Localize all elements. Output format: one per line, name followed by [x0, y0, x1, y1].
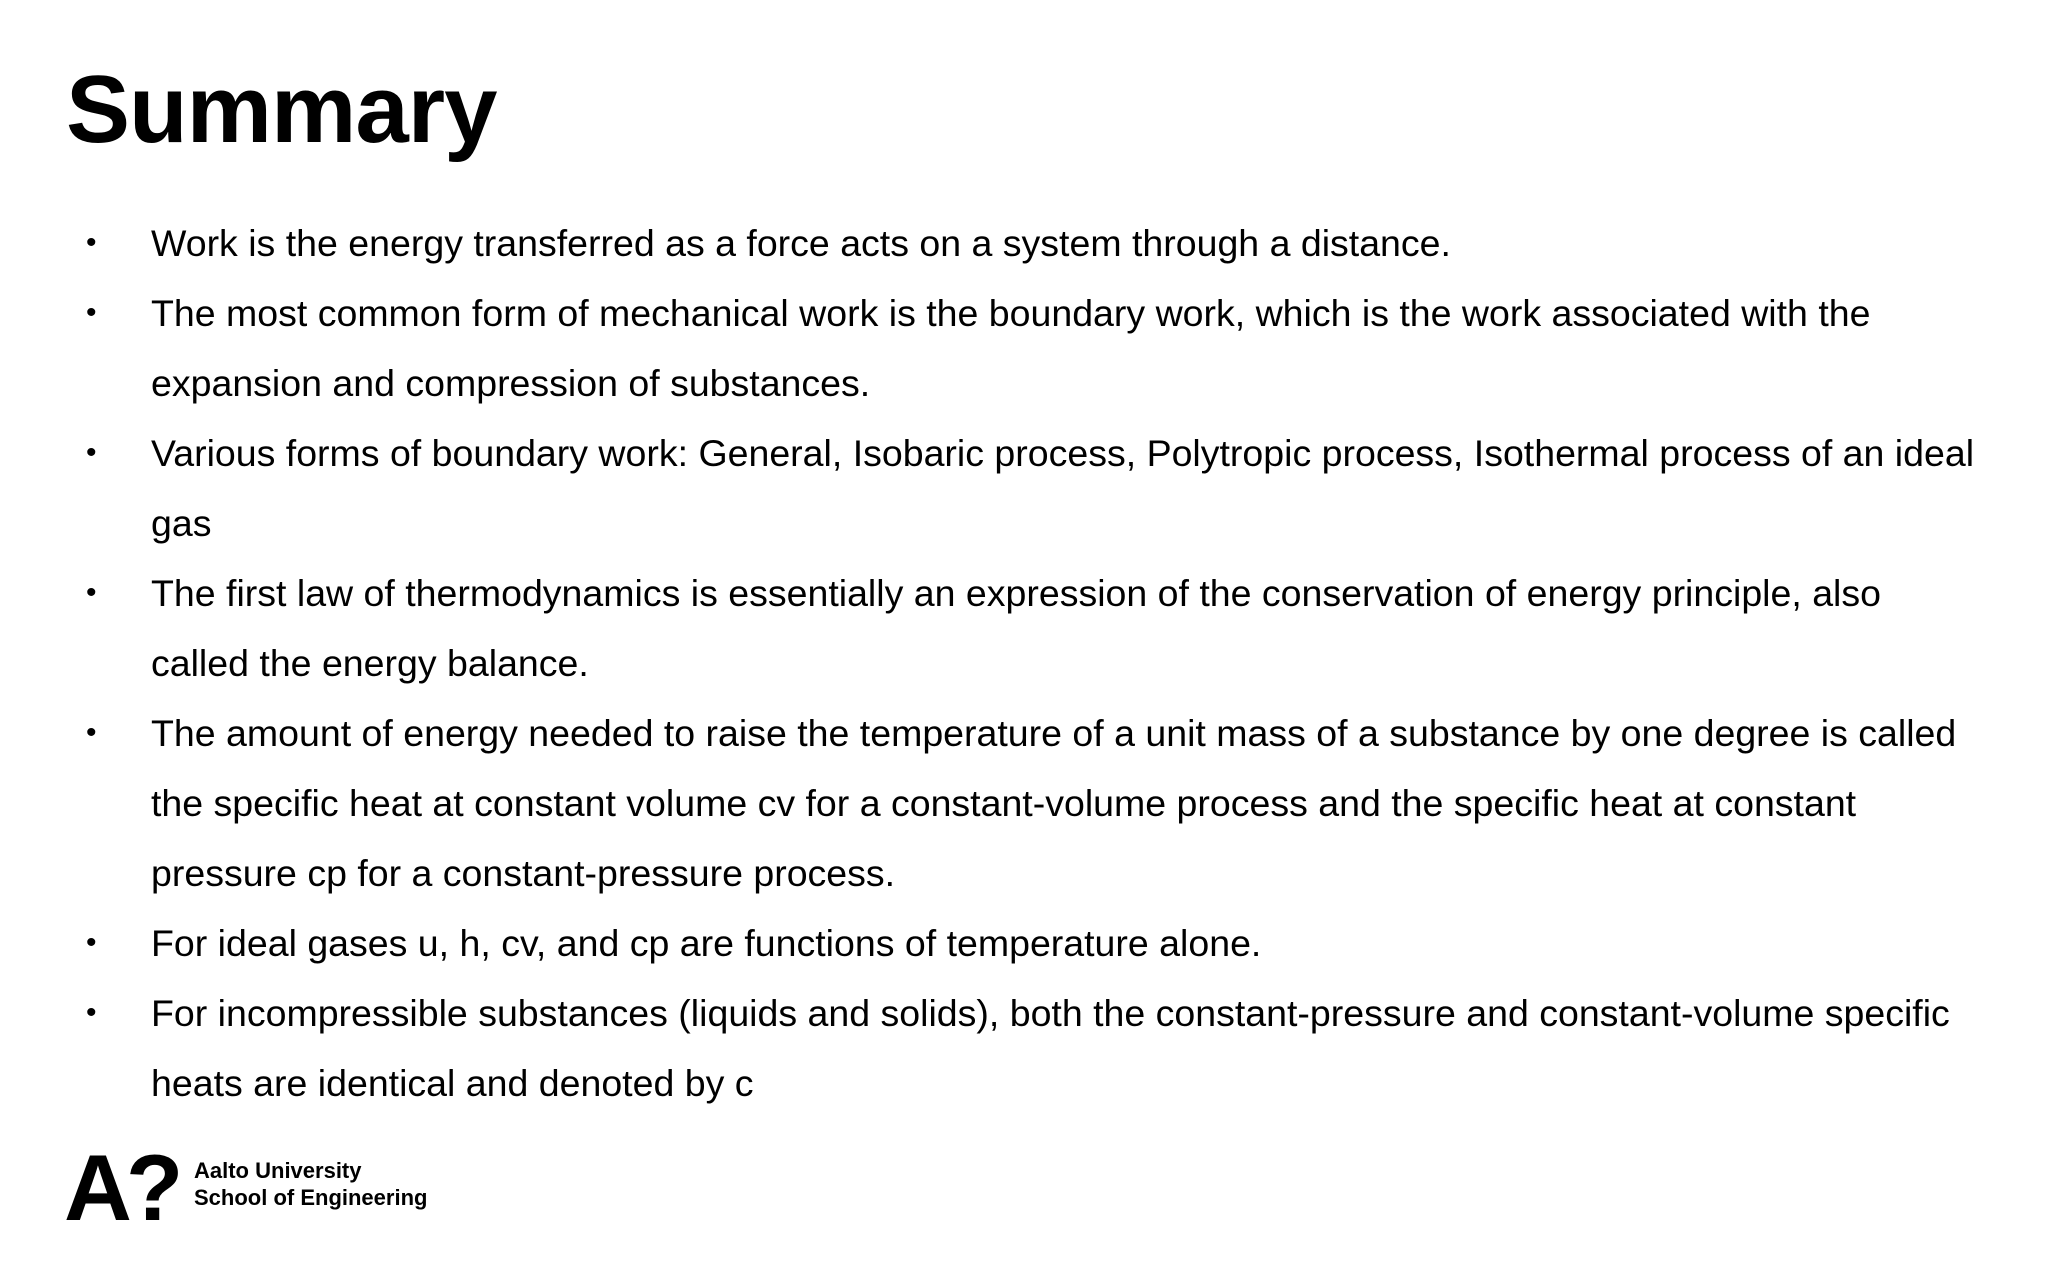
- logo-school-name: School of Engineering: [194, 1185, 428, 1210]
- bullet-marker: •: [86, 926, 97, 959]
- bullet-text: Various forms of boundary work: General, Isobaric process, Polytropic process, Isothermal process of an ideal gas: [151, 432, 1975, 544]
- aalto-logo-text: [194, 1157, 427, 1211]
- bullet-text: For ideal gases u, h, cv, and cp are functions of temperature alone.: [151, 922, 1262, 964]
- bullet-item: [0, 208, 2048, 278]
- bullet-marker: •: [86, 226, 97, 259]
- bullet-text: For incompressible substances (liquids and solids), both the constant-pressure and constant-volume specific heats are identical and denoted by c: [151, 992, 1950, 1104]
- bullet-text: Work is the energy transferred as a force acts on a system through a distance.: [151, 222, 1451, 264]
- bullet-marker: •: [86, 996, 97, 1029]
- bullet-item: [0, 558, 2048, 698]
- logo-university-name: Aalto University: [194, 1158, 362, 1183]
- bullet-list: [0, 208, 2048, 1118]
- bullet-marker: •: [86, 436, 97, 469]
- bullet-item: [0, 278, 2048, 418]
- bullet-marker: •: [86, 716, 97, 749]
- bullet-item: [0, 978, 2048, 1118]
- slide-title: Summary: [66, 56, 497, 163]
- bullet-text: The first law of thermodynamics is essentially an expression of the conservation of energy principle, also called the energy balance.: [151, 572, 1881, 684]
- bullet-item: [0, 698, 2048, 908]
- bullet-text: The amount of energy needed to raise the temperature of a unit mass of a substance by one degree is called the specific heat at constant volume cv for a constant-volume process and the specific heat at constant pressure cp for a constant-pressure process.: [151, 712, 1957, 894]
- aalto-logo-mark: A?: [64, 1135, 178, 1240]
- bullet-item: [0, 418, 2048, 558]
- bullet-text: The most common form of mechanical work is the boundary work, which is the work associated with the expansion and compression of substances.: [151, 292, 1871, 404]
- bullet-item: [0, 908, 2048, 978]
- bullet-marker: •: [86, 296, 97, 329]
- aalto-logo: [64, 1135, 484, 1240]
- bullet-marker: •: [86, 576, 97, 609]
